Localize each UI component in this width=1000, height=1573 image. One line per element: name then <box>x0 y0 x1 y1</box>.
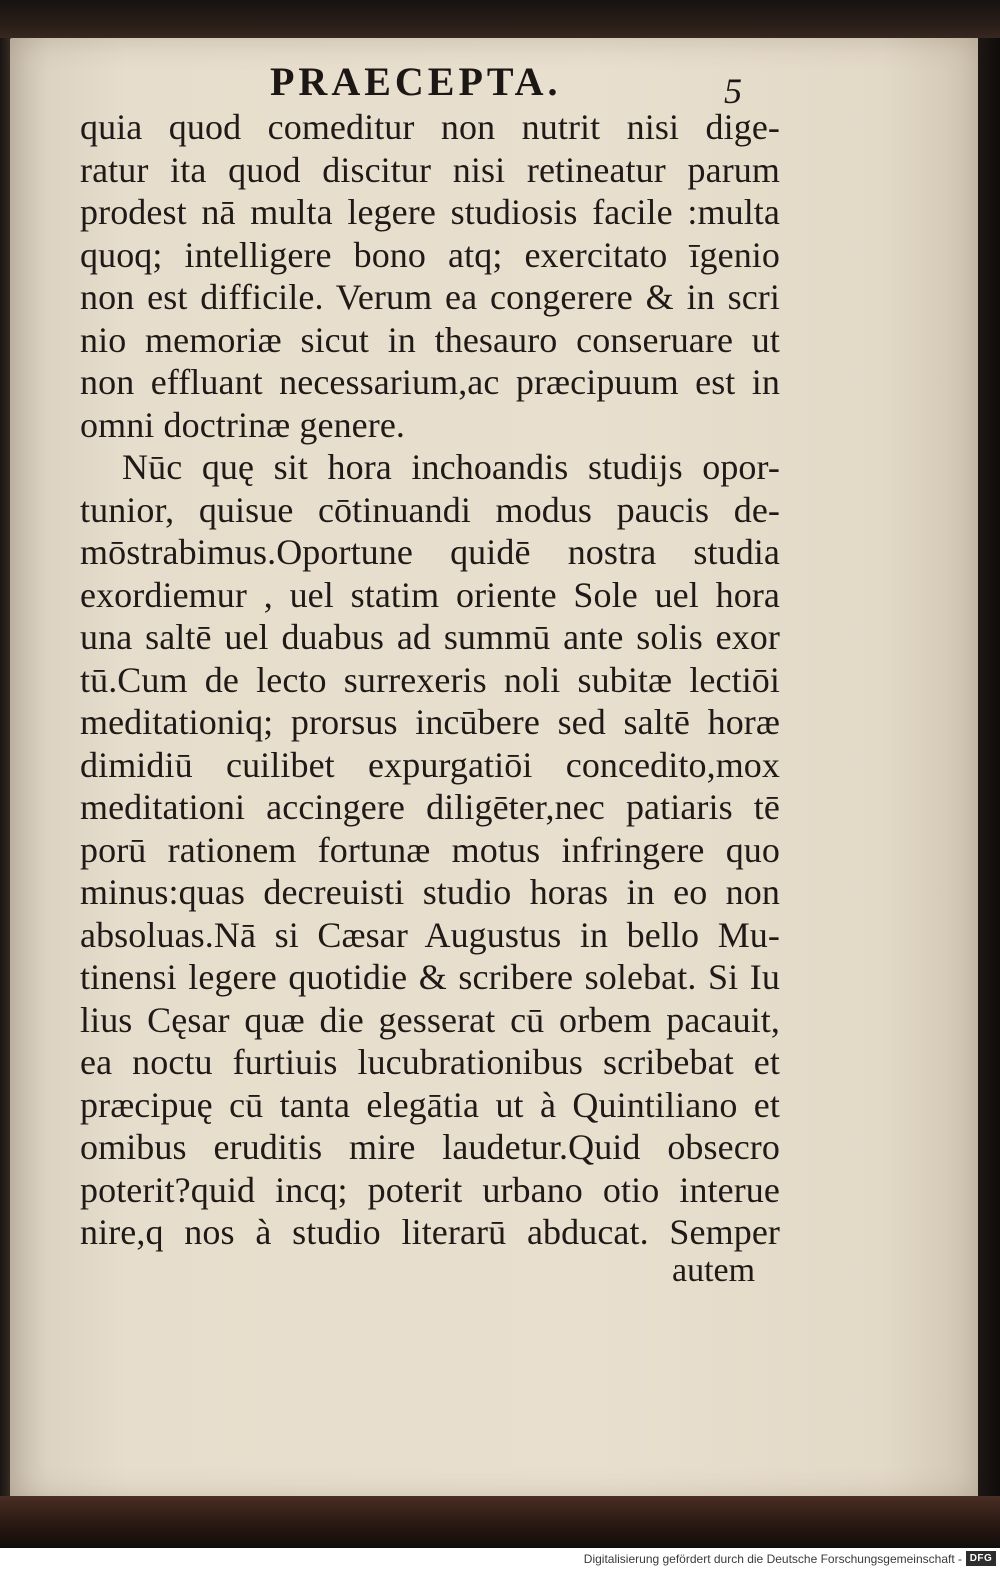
text-line: minus:quas decreuisti studio horas in eo non <box>80 872 780 912</box>
page-number: 5 <box>724 71 742 111</box>
page-right-edge <box>978 38 1000 1500</box>
text-line: nire,q nos à studio literarū abducat. Semper <box>80 1212 780 1252</box>
text-line: mōstrabimus.Oportune quidē nostra studia <box>80 532 780 572</box>
running-head: PRAECEPTA. <box>270 59 562 104</box>
book-edge-top <box>0 0 1000 42</box>
text-line: non effluant necessarium,ac præcipuum est in <box>80 362 780 402</box>
text-line: tū.Cum de lecto surrexeris noli subitæ lectiōi <box>80 659 780 700</box>
text-line: lius Cęsar quæ die gesserat cū orbem pacauit, <box>80 999 780 1040</box>
book-edge-bottom <box>0 1496 1000 1548</box>
text-line: meditationi accingere diligēter,nec patiaris tē <box>80 787 780 827</box>
text-line: tunior, quisue cōtinuandi modus paucis de- <box>80 489 780 530</box>
text-line: porū rationem fortunæ motus infringere quo <box>80 829 780 870</box>
text-line: non est difficile. Verum ea congerere & in scri <box>80 277 780 317</box>
text-line: omni doctrinæ genere. <box>80 404 406 445</box>
body-text <box>80 106 780 1254</box>
text-line: prodest nā multa legere studiosis facile :multa <box>80 192 780 232</box>
digitization-credit: Digitalisierung gefördert durch die Deutsche Forschungsgemeinschaft - <box>583 1552 962 1566</box>
text-line: quoq; intelligere bono atq; exercitato īgenio <box>80 234 780 275</box>
text-line: meditationiq; prorsus incūbere sed saltē horæ <box>80 702 780 742</box>
text-line: poterit?quid incq; poterit urbano otio interue <box>80 1169 780 1210</box>
text-line: absoluas.Nā si Cæsar Augustus in bello Mu- <box>80 914 780 955</box>
text-line: Nūc quę sit hora inchoandis studijs opor- <box>122 447 780 487</box>
text-line: præcipuę cū tanta elegātia ut à Quintiliano et <box>80 1084 780 1125</box>
text-line: quia quod comeditur non nutrit nisi dige- <box>80 107 780 147</box>
dfg-logo: DFG <box>966 1551 996 1566</box>
text-line: ratur ita quod discitur nisi retineatur parum <box>80 149 780 190</box>
text-line: dimidiū cuilibet expurgatiōi concedito,mox <box>80 744 780 785</box>
text-line: nio memoriæ sicut in thesauro conseruare ut <box>80 319 780 360</box>
text-line: exordiemur , uel statim oriente Sole uel hora <box>80 574 780 615</box>
catchword: autem <box>672 1252 756 1289</box>
text-line: una saltē uel duabus ad summū ante solis exor <box>80 617 780 657</box>
text-line: omibus eruditis mire laudetur.Quid obsecro <box>80 1127 780 1167</box>
text-line: ea noctu furtiuis lucubrationibus scribebat et <box>80 1042 780 1082</box>
text-line: tinensi legere quotidie & scribere solebat. Si Iu <box>80 957 780 997</box>
